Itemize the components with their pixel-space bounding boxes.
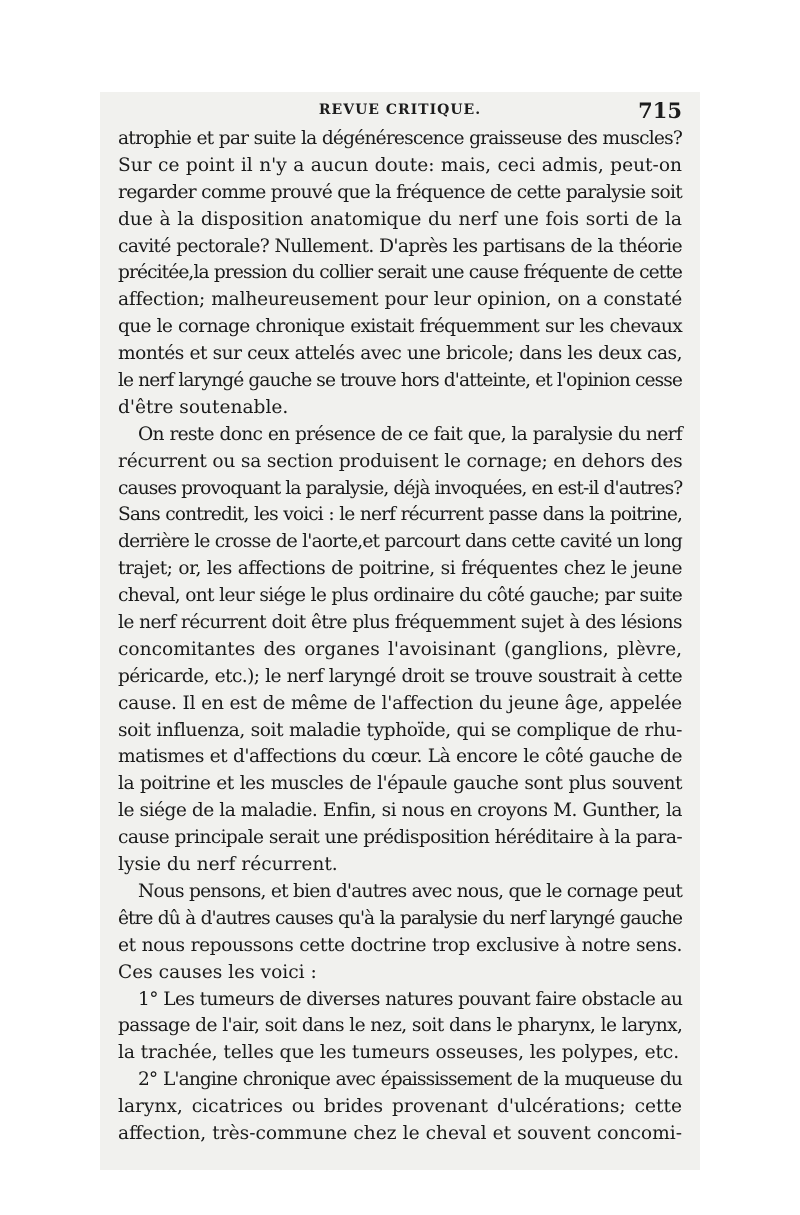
text-line: 2° L'angine chronique avec épaississement de la muqueuse du [138,1069,682,1091]
text-line: affection; malheureusement pour leur opinion, on a constaté [118,289,682,311]
text-line: On reste donc en présence de ce fait que, la paralysie du nerf [138,423,682,445]
page-header [118,98,682,124]
text-line: passage de l'air, soit dans le nez, soit dans le pharynx, le larynx, [118,1015,683,1037]
text-line: matismes et d'affections du cœur. Là encore le côté gauche de [118,746,682,768]
body-text [118,126,682,1148]
text-line: lysie du nerf récurrent. [118,854,338,876]
text-line: être dû à d'autres causes qu'à la paralysie du nerf laryngé gauche [118,907,682,929]
text-line: le nerf laryngé gauche se trouve hors d'atteinte, et l'opinion cesse [118,370,682,392]
text-line: affection, très-commune chez le cheval et souvent concomi- [118,1122,682,1144]
text-line: précitée,la pression du collier serait une cause fréquente de cette [118,262,682,284]
text-line: derrière le crosse de l'aorte,et parcourt dans cette cavité un long [118,531,682,553]
text-line: montés et sur ceux attelés avec une bricole; dans les deux cas, [118,343,682,365]
text-line: la poitrine et les muscles de l'épaule gauche sont plus souvent [118,773,682,795]
text-line: Sans contredit, les voici : le nerf récurrent passe dans la poitrine, [118,504,682,526]
text-line: regarder comme prouvé que la fréquence de cette paralysie soit [118,181,682,203]
text-line: cheval, ont leur siége le plus ordinaire du côté gauche; par suite [118,585,682,607]
text-line: soit influenza, soit maladie typhoïde, qui se complique de rhu- [118,719,682,741]
text-line: le siége de la maladie. Enfin, si nous en croyons M. Gunther, la [118,800,682,822]
text-line: causes provoquant la paralysie, déjà invoquées, en est-il d'autres? [118,477,683,499]
text-line: cavité pectorale? Nullement. D'après les partisans de la théorie [118,235,682,257]
text-line: due à la disposition anatomique du nerf une fois sorti de la [118,208,682,230]
text-line: cause principale serait une prédisposition héréditaire à la para- [118,827,682,849]
text-line: que le cornage chronique existait fréquemment sur les chevaux [118,316,682,338]
text-line: récurrent ou sa section produisent le cornage; en dehors des [118,450,683,472]
text-line: trajet; or, les affections de poitrine, si fréquentes chez le jeune [118,558,682,580]
text-line: atrophie et par suite la dégénérescence graisseuse des muscles? [118,128,682,149]
text-line: Sur ce point il n'y a aucun doute: mais, ceci admis, peut-on [118,154,682,176]
text-line: péricarde, etc.); le nerf laryngé droit se trouve soustrait à cette [118,665,682,687]
text-line: d'être soutenable. [118,396,289,418]
text-line: et nous repoussons cette doctrine trop exclusive à notre sens. [118,934,682,956]
text-line: concomitantes des organes l'avoisinant (ganglions, plèvre, [118,638,682,660]
text-line: la trachée, telles que les tumeurs osseuses, les polypes, etc. [118,1042,680,1064]
text-line: Nous pensons, et bien d'autres avec nous, que le cornage peut [138,880,682,902]
text-line: cause. Il en est de même de l'affection du jeune âge, appelée [118,692,682,714]
page-number: 715 [638,98,682,123]
text-line: 1° Les tumeurs de diverses natures pouvant faire obstacle au [138,988,683,1010]
text-line: larynx, cicatrices ou brides provenant d'ulcérations; cette [118,1096,682,1118]
text-line: le nerf récurrent doit être plus fréquemment sujet à des lésions [118,612,682,634]
text-line: Ces causes les voici : [118,961,317,983]
running-head: REVUE CRITIQUE. [318,102,482,118]
